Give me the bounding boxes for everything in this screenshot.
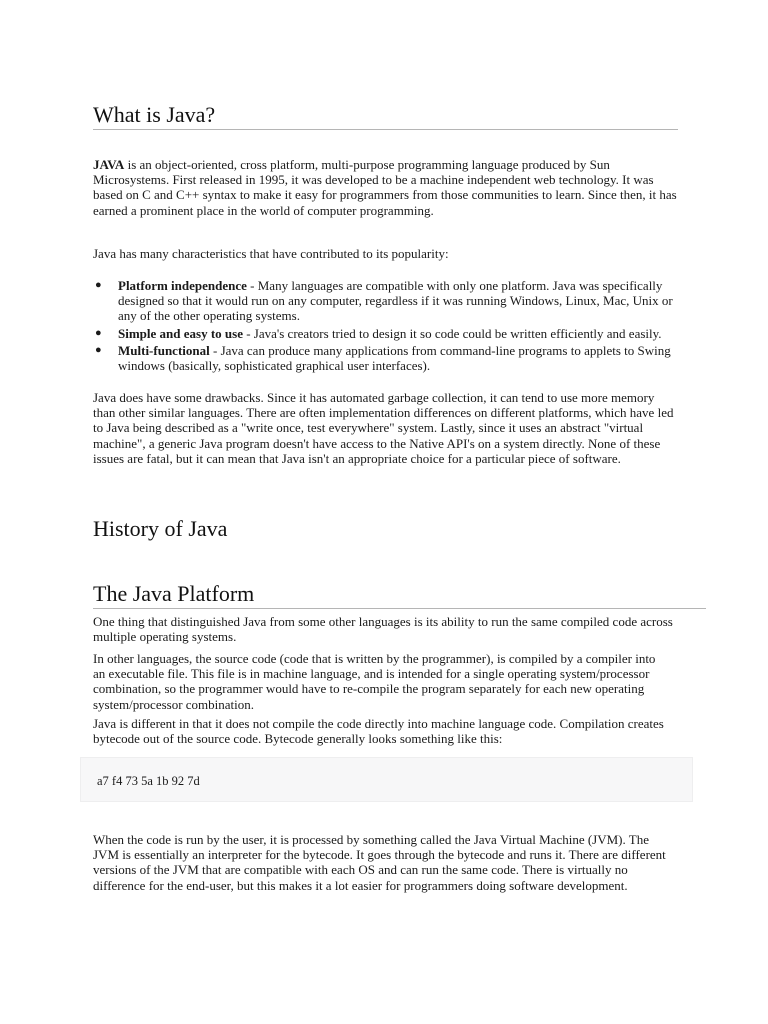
- list-item-simple-easy: [93, 326, 678, 341]
- characteristics-lead: Java has many characteristics that have contributed to its popularity:: [93, 246, 449, 261]
- list-item-multi-functional: [93, 343, 678, 373]
- list-item-text: - Java's creators tried to design it so code could be written efficiently and easily.: [242, 325, 662, 341]
- bullet-icon: ●: [95, 326, 102, 339]
- list-item-term: Simple and easy to use: [118, 325, 243, 341]
- heading-what-is-java: What is Java?: [93, 102, 678, 130]
- list-item-text: - Many languages are compatible with only one platform. Java was specifically designed so that it would run on any computer, regardless if it was running Windows, Linux, Mac, Unix or any of the other operating systems.: [118, 278, 673, 324]
- list-item-term: Platform independence: [118, 278, 247, 293]
- characteristics-list: [93, 278, 678, 373]
- intro-paragraph: [93, 157, 678, 218]
- list-item-term: Multi-functional: [118, 342, 210, 358]
- bullet-icon: ●: [95, 279, 102, 291]
- bytecode-sample-box: [80, 757, 693, 802]
- list-item-text: - Java can produce many applications from command-line programs to applets to Swing windows (basically, sophisticated graphical user interfaces).: [118, 342, 671, 374]
- intro-bold-term: JAVA: [93, 157, 125, 172]
- list-item-platform-independence: [93, 278, 678, 324]
- bytecode-sample-text: a7 f4 73 5a 1b 92 7d: [97, 774, 200, 788]
- platform-paragraph-3: Java is different in that it does not compile the code directly into machine language code. Compilation creates bytecode out of the source code. Bytecode generally looks something like this:: [93, 716, 664, 747]
- heading-history-of-java: History of Java: [93, 516, 228, 541]
- platform-paragraph-1: One thing that distinguished Java from some other languages is its ability to run the same compiled code across multiple operating systems.: [93, 614, 673, 645]
- heading-java-platform: The Java Platform: [93, 581, 706, 609]
- platform-paragraph-2: In other languages, the source code (code that is written by the programmer), is compiled by a compiler into an executable file. This file is in machine language, and is intended for a single operating system/processor combination, so the programmer would have to re-compile the program separately for each new operating system/processor combination.: [93, 651, 656, 712]
- intro-text: is an object-oriented, cross platform, multi-purpose programming language produced by Sun Microsystems. First released in 1995, it was developed to be a machine independent web technology. It was based on C and C++ syntax to make it easy for programmers from those communities to learn. Since then, it has earned a prominent place in the world of computer programming.: [93, 157, 677, 218]
- drawbacks-paragraph: Java does have some drawbacks. Since it has automated garbage collection, it can tend to use more memory than other similar languages. There are often implementation differences on different platforms, which have led to Java being described as a "write once, test everywhere" system. Lastly, since it uses an abstract "virtual machine", a generic Java program doesn't have access to the Native API's on a system directly. None of these issues are fatal, but it can mean that Java isn't an appropriate choice for a particular piece of software.: [93, 390, 674, 466]
- platform-paragraph-4: When the code is run by the user, it is processed by something called the Java Virtual Machine (JVM). The JVM is essentially an interpreter for the bytecode. It goes through the bytecode and runs it. There are different versions of the JVM that are compatible with each OS and can run the same code. There is virtually no difference for the end-user, but this makes it a lot easier for programmers doing software development.: [93, 832, 666, 893]
- bullet-icon: ●: [95, 343, 102, 356]
